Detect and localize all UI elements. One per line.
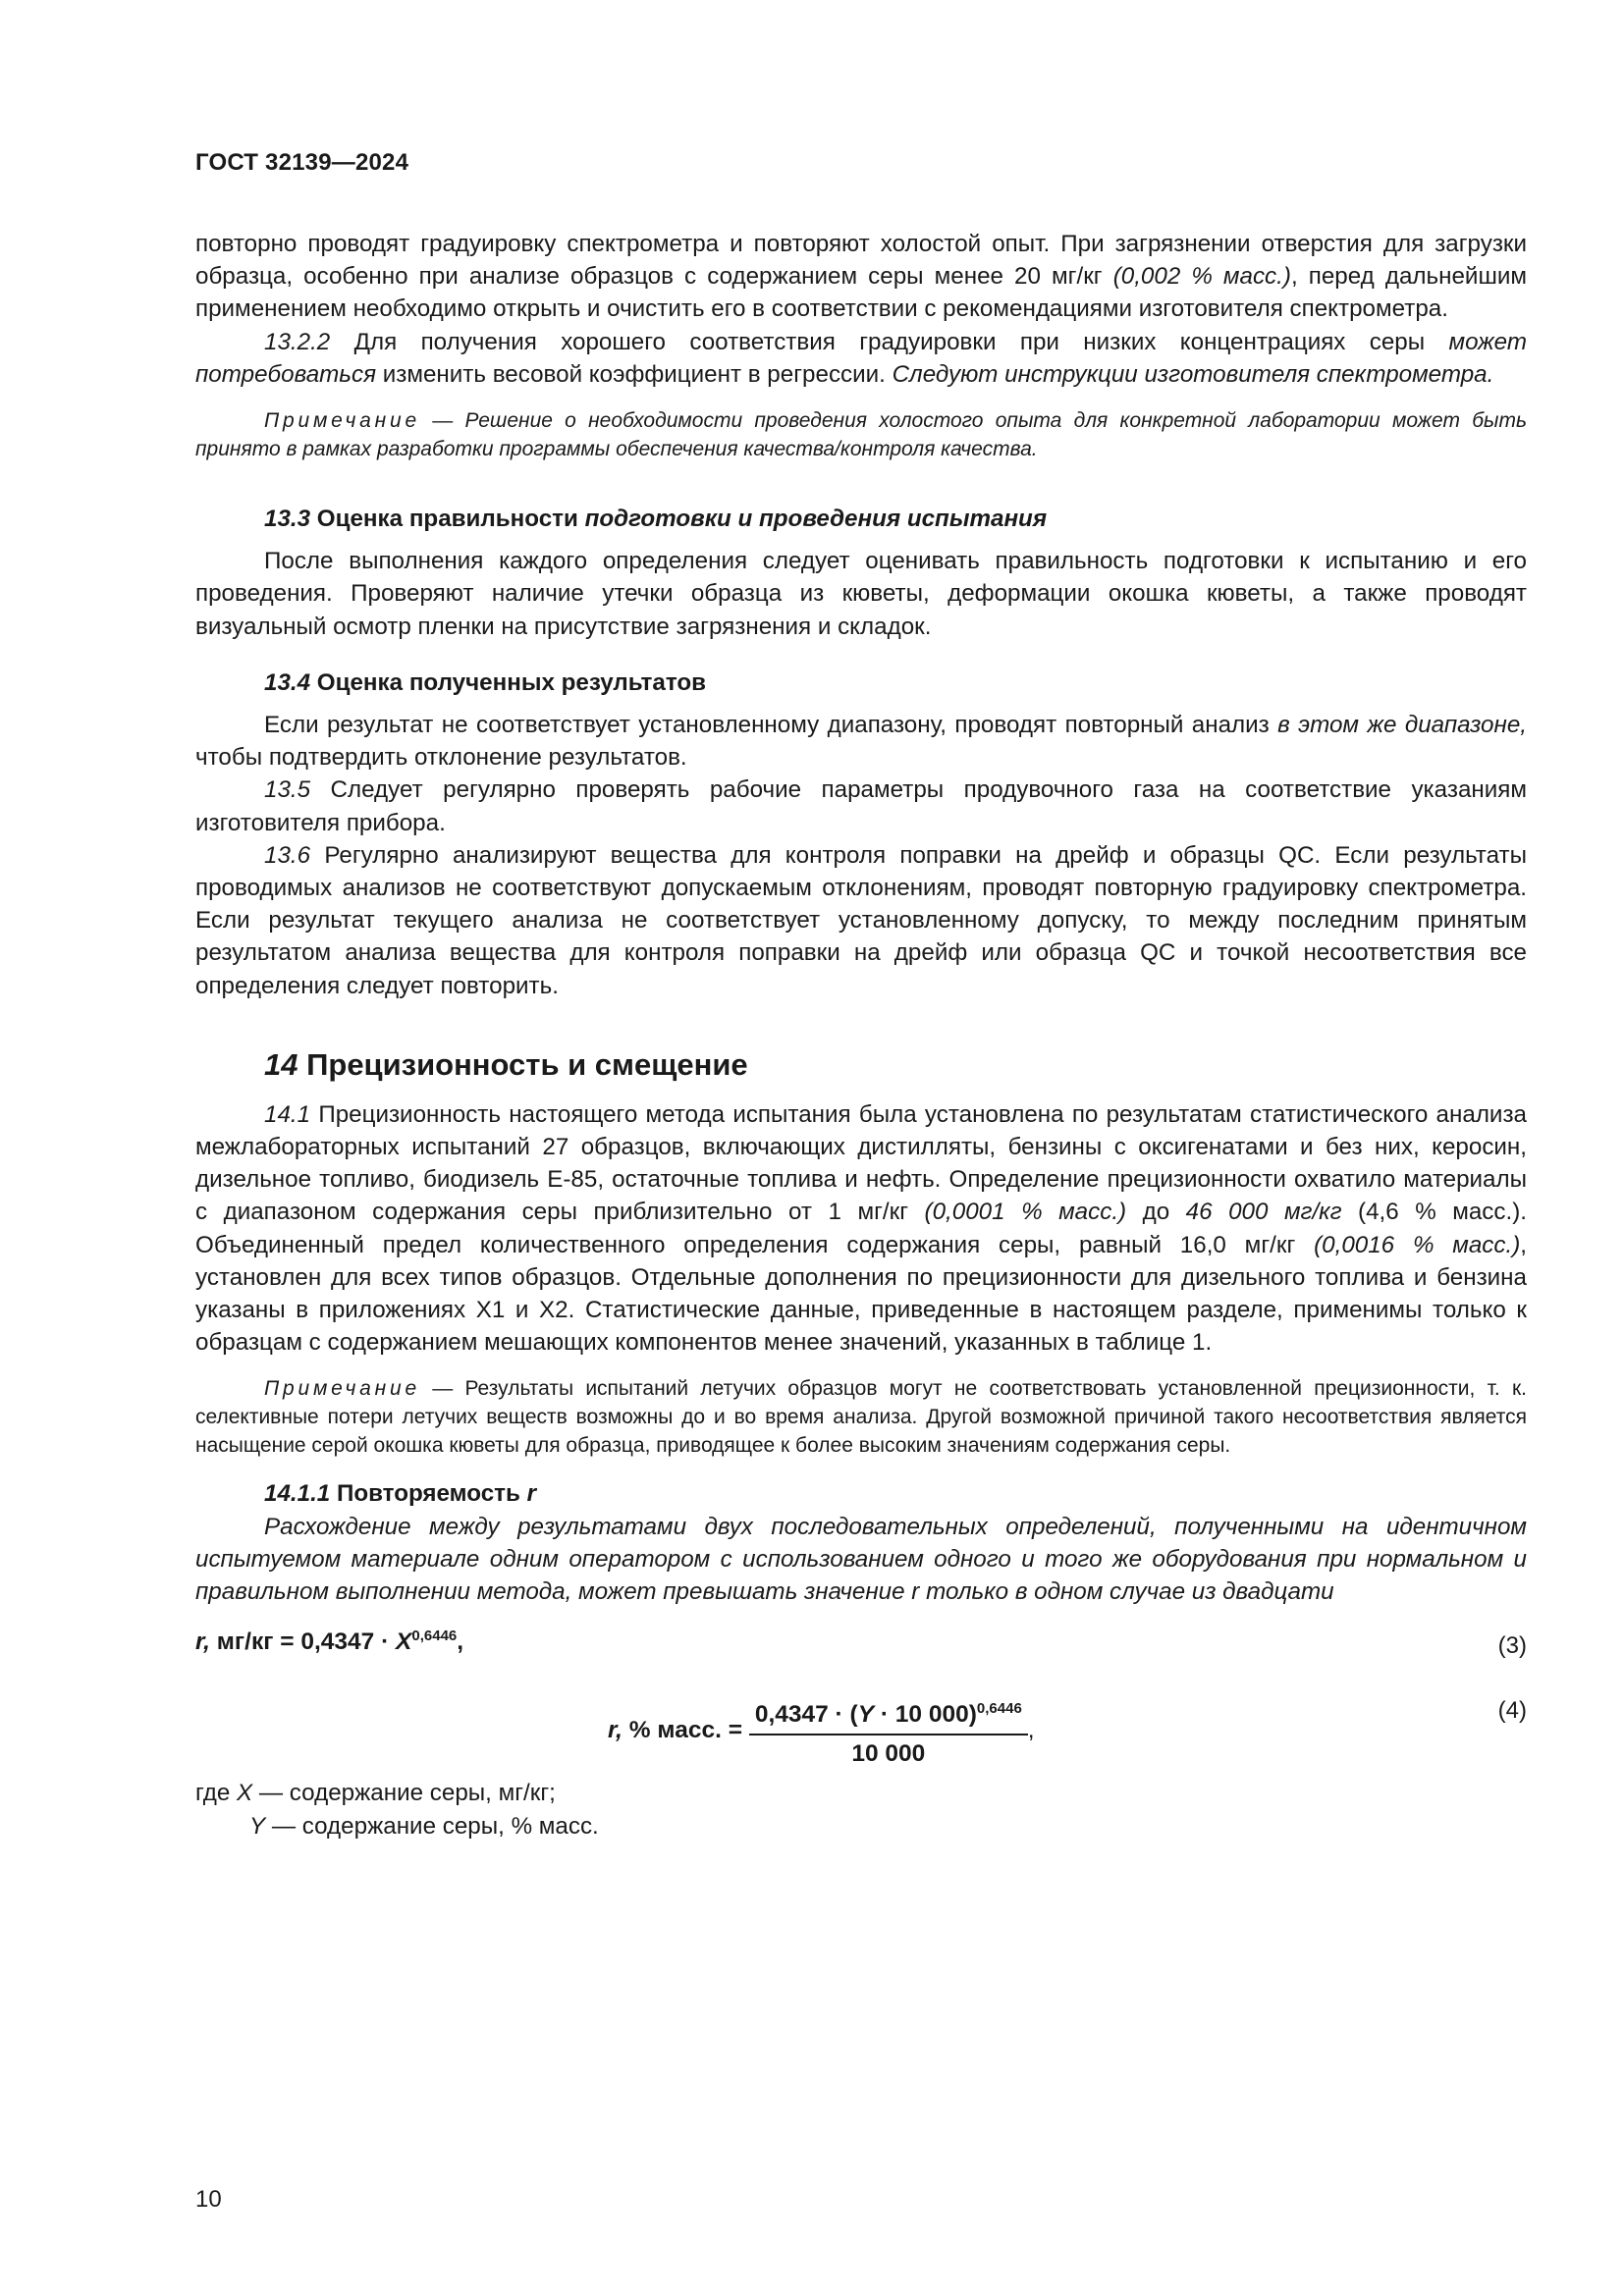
formula-4-fraction: $\frac{0,4347 \cdot (Y \cdot 10 000)^{0,6446}}{10 000}$ bbox=[749, 1692, 1028, 1770]
clause-14-1: 14.1 Прецизионность настоящего метода испытания была установлена по результатам статистического анализа межлабораторных испытаний 27 образцов, включающих дистилляты, бензины с оксигенатами и без них, керосин, дизельное топливо, биодизель Е-85, остаточные топлива и нефть. Определение прецизионности охватило материалы с диапазоном содержания серы приблизительно от 1 мг/кг (0,0001 % масс.) до 46 000 мг/кг (4,6 % масс.). Объединенный предел количественного определения содержания серы, равный 16,0 мг/кг (0,0016 % масс.), установлен для всех типов образцов. Отдельные дополнения по прецизионности для дизельного топлива и бензина указаны в приложениях X1 и X2. Статистические данные, приведенные в настоящем разделе, применимы только к образцам с содержанием мешающих компонентов менее значений, указанных в таблице 1. bbox=[195, 1100, 1527, 1357]
heading-13-3: 13.3 Оценка правильности подготовки и проведения испытания bbox=[264, 506, 1048, 533]
paragraph-continuation: повторно проводят градуировку спектрометра и повторяют холостой опыт. При загрязнении отверстия для загрузки образца, особенно при анализе образцов с содержанием серы менее 20 мг/кг (0,002 % масс.), перед дальнейшим применением необходимо открыть и очистить его в соответствии с рекомендациями изготовителя спектрометра. bbox=[195, 231, 1527, 323]
formula-3-expression: r, $мг/кг = 0,4347 \cdot X^{0,6446}$, bbox=[195, 1628, 464, 1656]
formula-3 bbox=[195, 1620, 1527, 1677]
clause-13-4-body: Если результат не соответствует установленному диапазону, проводят повторный анализ в этом же диапазоне, чтобы подтвердить отклонение результатов. bbox=[195, 712, 1527, 772]
heading-13-4: 13.4 Оценка полученных результатов bbox=[264, 668, 706, 696]
clause-13-6: 13.6 Регулярно анализируют вещества для контроля поправки на дрейф и образцы QC. Если результаты проводимых анализов не соответствуют допускаемым отклонениям, проводят повторную градуировку спектрометра. Если результат текущего анализа не соответствует установленному допуску, то между последним принятым результатом анализа вещества для контроля поправки на дрейф или образца QC и точкой несоответствия все определения следует повторить. bbox=[195, 841, 1527, 999]
clause-13-3-body: После выполнения каждого определения следует оценивать правильность подготовки к испытанию и его проведения. Проверяют наличие утечки образца из кюветы, деформации окошка кюветы, а также проводят визуальный осмотр пленки на присутствие загрязнения и складок. bbox=[195, 548, 1527, 640]
clause-13-5: 13.5 Следует регулярно проверять рабочие параметры продувочного газа на соответствие указаниям изготовителя прибора. bbox=[195, 776, 1527, 836]
note-label: Примечание bbox=[264, 409, 420, 433]
note-label: Примечание bbox=[264, 1377, 420, 1401]
note-1: Примечание — Решение о необходимости проведения холостого опыта для конкретной лаборатории может быть принято в рамках разработки программы обеспечения качества/контроля качества. bbox=[195, 409, 1528, 461]
document-header: ГОСТ 32139—2024 bbox=[195, 149, 409, 176]
section-heading-14: 14 Прецизионность и смещение bbox=[264, 1046, 748, 1082]
clause-13-2-2: 13.2.2 Для получения хорошего соответствия градуировки при низких концентрациях серы может потребоваться изменить весовой коэффициент в регрессии. Следуют инструкции изготовителя спектрометра. bbox=[195, 328, 1527, 388]
note-2: Примечание — Результаты испытаний летучих образцов могут не соответствовать установленной прецизионности, т. к. селективные потери летучих веществ возможны до и во время анализа. Другой возможной причиной такого несоответствия является насыщение серой окошка кюветы для образца, приводящее к более высоким значениям содержания серы. bbox=[195, 1377, 1527, 1458]
heading-14-1-1: 14.1.1 Повторяемость r bbox=[264, 1480, 537, 1508]
formula-3-number: (3) bbox=[1497, 1632, 1527, 1660]
clause-14-1-1-body: Расхождение между результатами двух последовательных определений, полученными на идентичном испытуемом материале одним оператором с использованием одного и того же оборудования при нормальном и правильном выполнении метода, может превышать значение r только в одном случае из двадцати bbox=[195, 1513, 1527, 1606]
formula-4-expression: r, % масс. = $\frac{0,4347 \cdot (Y \cdot 10 000)^{0,6446}}{10 000}$ , bbox=[608, 1692, 1035, 1770]
formula-4 bbox=[195, 1684, 1527, 1775]
where-y: Y — содержание серы, % масс. bbox=[249, 1812, 599, 1840]
where-x: где X — содержание серы, мг/кг; bbox=[195, 1780, 556, 1807]
page-number: 10 bbox=[195, 2186, 222, 2213]
formula-4-number: (4) bbox=[1497, 1697, 1527, 1725]
clause-number: 13.2.2 bbox=[264, 328, 331, 355]
document-body bbox=[195, 228, 1527, 1842]
